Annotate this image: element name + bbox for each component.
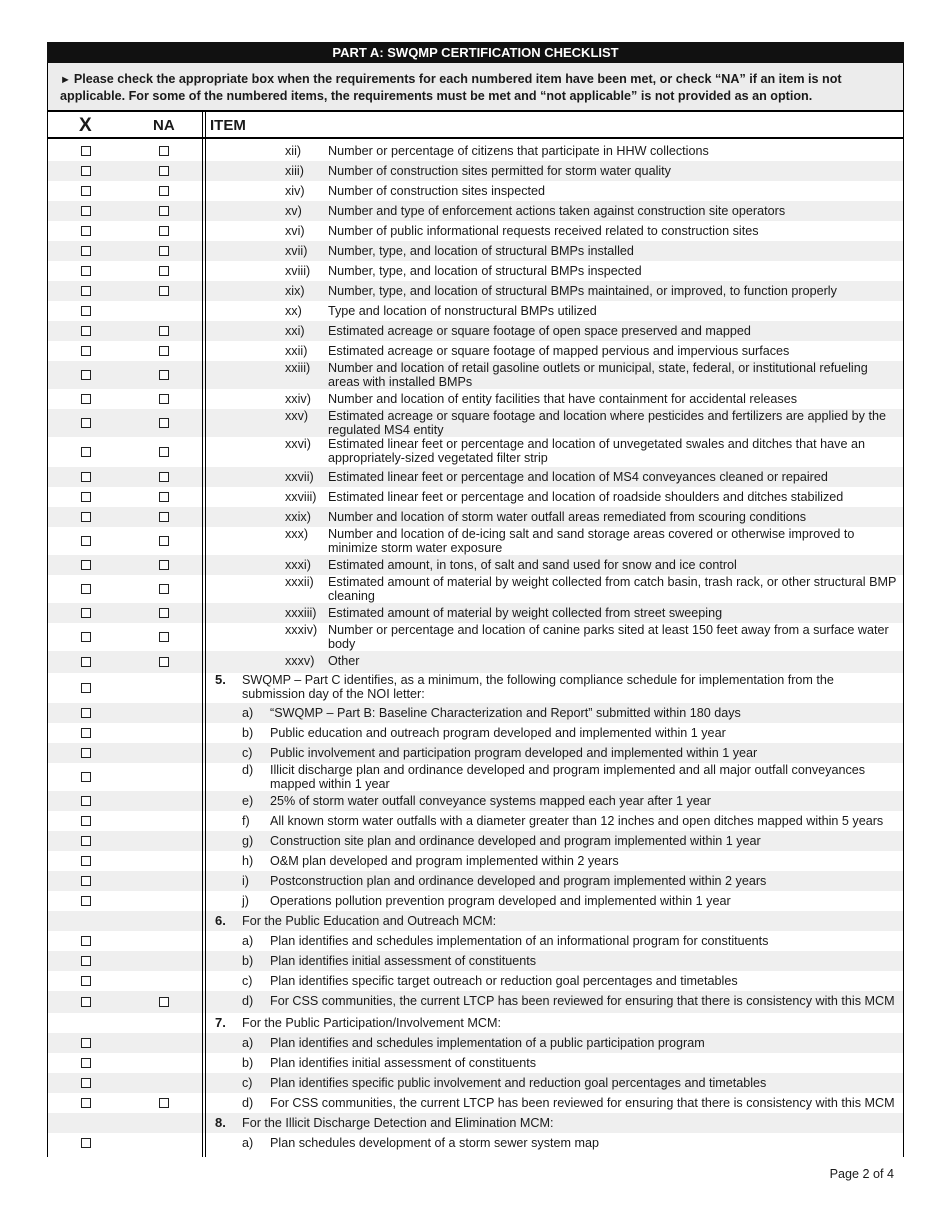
item-text: For the Public Participation/Involvement MCM: [242,1016,501,1030]
na-checkbox[interactable] [159,632,169,642]
column-divider [202,110,206,1157]
item-number: xvii) [285,244,308,258]
na-checkbox[interactable] [159,370,169,380]
na-checkbox[interactable] [159,472,169,482]
x-checkbox[interactable] [81,472,91,482]
checklist-row [48,603,903,623]
item-text: Estimated acreage or square footage of open space preserved and mapped [328,324,751,338]
x-checkbox[interactable] [81,876,91,886]
item-number: c) [242,746,253,760]
instructions-text: Please check the appropriate box when the requirements for each numbered item have been met, or check “NA” if an item is not applicable. For some of the numbered items, the requirements must be met and “not applicable” is not provided as an option. [60,72,842,103]
na-checkbox[interactable] [159,492,169,502]
x-checkbox[interactable] [81,346,91,356]
header-x: X [79,115,92,136]
checklist-row [48,951,903,971]
na-checkbox[interactable] [159,286,169,296]
na-checkbox[interactable] [159,166,169,176]
item-text: Plan identifies and schedules implementation of a public participation program [270,1036,705,1050]
item-text: Estimated amount of material by weight collected from street sweeping [328,606,723,620]
item-number: f) [242,814,250,828]
checklist-row [48,703,903,723]
checklist-row [48,261,903,281]
checklist-row [48,301,903,321]
x-checkbox[interactable] [81,1078,91,1088]
item-number: d) [242,1096,254,1110]
arrow-right-icon: ► [60,74,71,86]
item-number: xxxiii) [285,606,317,620]
item-text: Number and type of enforcement actions taken against construction site operators [328,204,786,218]
na-checkbox[interactable] [159,1098,169,1108]
x-checkbox[interactable] [81,708,91,718]
x-checkbox[interactable] [81,796,91,806]
item-number: xxi) [285,324,305,338]
item-number: j) [242,894,249,908]
item-number: xxvii) [285,470,314,484]
checklist-row [48,851,903,871]
item-number: xxiv) [285,392,311,406]
checklist-row [48,891,903,911]
item-text: Estimated acreage or square footage and location where pesticides and fertilizers are applied by the regulated MS4 entity [328,409,886,437]
x-checkbox[interactable] [81,266,91,276]
item-number: d) [242,994,254,1008]
x-checkbox[interactable] [81,326,91,336]
na-checkbox[interactable] [159,657,169,667]
item-number: xxx) [285,527,309,541]
x-checkbox[interactable] [81,657,91,667]
item-text: For CSS communities, the current LTCP has been reviewed for ensuring that there is consistency with this MCM [270,994,895,1008]
na-checkbox[interactable] [159,536,169,546]
item-number: b) [242,954,254,968]
checklist-row [48,673,903,703]
checklist-row [48,487,903,507]
item-number: xvi) [285,224,305,238]
item-number: xii) [285,144,302,158]
x-checkbox[interactable] [81,560,91,570]
checklist-row [48,281,903,301]
item-text: Number of construction sites permitted for storm water quality [328,164,671,178]
item-text: Plan identifies specific public involvement and reduction goal percentages and timetables [270,1076,767,1090]
item-text: Number, type, and location of structural BMPs installed [328,244,634,258]
item-text: “SWQMP – Part B: Baseline Characterization and Report” submitted within 180 days [270,706,741,720]
checklist-row [48,409,903,437]
item-number: xix) [285,284,305,298]
item-number: xxxi) [285,558,311,572]
x-checkbox[interactable] [81,856,91,866]
item-number: b) [242,1056,254,1070]
x-checkbox[interactable] [81,816,91,826]
checklist-row [48,555,903,575]
x-checkbox[interactable] [81,956,91,966]
checklist-row [48,911,903,931]
checklist-row [48,1053,903,1073]
x-checkbox[interactable] [81,146,91,156]
checklist-row [48,181,903,201]
na-checkbox[interactable] [159,560,169,570]
item-number: xxxiv) [285,623,318,637]
item-text: All known storm water outfalls with a diameter greater than 12 inches and open ditches mapped within 5 years [270,814,884,828]
x-checkbox[interactable] [81,246,91,256]
na-checkbox[interactable] [159,608,169,618]
x-checkbox[interactable] [81,306,91,316]
item-number: xxii) [285,344,308,358]
item-text: Number or percentage and location of canine parks sited at least 150 feet away from a surface water body [328,623,889,651]
checklist-row [48,791,903,811]
header-na: NA [153,117,175,134]
x-checkbox[interactable] [81,1058,91,1068]
x-checkbox[interactable] [81,492,91,502]
checklist-row [48,341,903,361]
checklist-row [48,437,903,467]
x-checkbox[interactable] [81,226,91,236]
item-text: Plan identifies initial assessment of constituents [270,1056,537,1070]
x-checkbox[interactable] [81,206,91,216]
x-checkbox[interactable] [81,186,91,196]
item-number: 7. [215,1015,226,1030]
checklist-row [48,1073,903,1093]
item-number: 6. [215,913,226,928]
item-number: b) [242,726,254,740]
x-checkbox[interactable] [81,394,91,404]
na-checkbox[interactable] [159,146,169,156]
item-text: SWQMP – Part C identifies, as a minimum, the following compliance schedule for implementation from the submission day of the NOI letter: [242,673,834,701]
na-checkbox[interactable] [159,206,169,216]
item-number: d) [242,763,254,777]
item-number: c) [242,1076,253,1090]
item-number: i) [242,874,249,888]
checklist-row [48,623,903,651]
na-checkbox[interactable] [159,186,169,196]
na-checkbox[interactable] [159,584,169,594]
checklist-row [48,763,903,791]
instructions [48,63,903,110]
item-number: xiv) [285,184,305,198]
checklist-row [48,389,903,409]
item-text: Number of public informational requests received related to construction sites [328,224,759,238]
item-text: Number of construction sites inspected [328,184,545,198]
item-text: Number and location of storm water outfall areas remediated from scouring conditions [328,510,807,524]
item-text: Number or percentage of citizens that participate in HHW collections [328,144,709,158]
checklist-row [48,241,903,261]
item-text: Estimated amount of material by weight collected from catch basin, trash rack, or other structural BMP cleaning [328,575,897,603]
checklist-row [48,141,903,161]
item-text: Estimated amount, in tons, of salt and sand used for snow and ice control [328,558,737,572]
item-text: Plan schedules development of a storm sewer system map [270,1136,599,1150]
na-checkbox[interactable] [159,226,169,236]
item-number: xxix) [285,510,311,524]
x-checkbox[interactable] [81,936,91,946]
item-number: xxv) [285,409,309,423]
checklist-row [48,1113,903,1133]
checklist-row [48,527,903,555]
item-text: Estimated acreage or square footage of mapped pervious and impervious surfaces [328,344,790,358]
checklist-row [48,1133,903,1153]
item-text: Number, type, and location of structural BMPs maintained, or improved, to function properly [328,284,837,298]
x-checkbox[interactable] [81,447,91,457]
item-number: xxvi) [285,437,311,451]
na-checkbox[interactable] [159,266,169,276]
item-text: For the Public Education and Outreach MCM: [242,914,497,928]
item-text: Public involvement and participation program developed and implemented within 1 year [270,746,758,760]
item-text: 25% of storm water outfall conveyance systems mapped each year after 1 year [270,794,711,808]
item-number: xx) [285,304,302,318]
item-text: Estimated linear feet or percentage and location of unvegetated swales and ditches that have an appropriately-sized vegetated filter strip [328,437,865,465]
item-number: e) [242,794,254,808]
item-number: xiii) [285,164,304,178]
item-text: Number, type, and location of structural BMPs inspected [328,264,642,278]
checklist-row [48,723,903,743]
checklist-row [48,221,903,241]
x-checkbox[interactable] [81,748,91,758]
item-text: Public education and outreach program developed and implemented within 1 year [270,726,726,740]
page-number: Page 2 of 4 [829,1167,894,1181]
na-checkbox[interactable] [159,512,169,522]
x-checkbox[interactable] [81,976,91,986]
x-checkbox[interactable] [81,728,91,738]
item-text: Plan identifies initial assessment of constituents [270,954,537,968]
checklist-row [48,161,903,181]
x-checkbox[interactable] [81,896,91,906]
checklist-row [48,931,903,951]
item-number: c) [242,974,253,988]
item-text: For the Illicit Discharge Detection and Elimination MCM: [242,1116,554,1130]
item-number: xviii) [285,264,311,278]
item-text: Number and location of entity facilities that have containment for accidental releases [328,392,798,406]
item-number: a) [242,1136,254,1150]
item-text: Operations pollution prevention program developed and implemented within 1 year [270,894,731,908]
checklist-row [48,743,903,763]
na-checkbox[interactable] [159,246,169,256]
item-number: xv) [285,204,302,218]
checklist-row [48,871,903,891]
item-number: a) [242,934,254,948]
item-number: h) [242,854,254,868]
checklist-row [48,1093,903,1113]
na-checkbox[interactable] [159,447,169,457]
item-number: xxiii) [285,361,311,375]
x-checkbox[interactable] [81,1138,91,1148]
item-number: g) [242,834,254,848]
x-checkbox[interactable] [81,418,91,428]
na-checkbox[interactable] [159,346,169,356]
checklist-row [48,651,903,673]
item-text: Estimated linear feet or percentage and location of MS4 conveyances cleaned or repaired [328,470,828,484]
checklist-row [48,991,903,1013]
checklist-row [48,1013,903,1033]
item-text: Number and location of de-icing salt and sand storage areas covered or otherwise improved to minimize storm water exposure [328,527,855,555]
item-text: O&M plan developed and program implemented within 2 years [270,854,619,868]
na-checkbox[interactable] [159,418,169,428]
x-checkbox[interactable] [81,584,91,594]
checklist-row [48,201,903,221]
item-text: Type and location of nonstructural BMPs utilized [328,304,597,318]
x-checkbox[interactable] [81,1098,91,1108]
item-number: 8. [215,1115,226,1130]
checklist-row [48,971,903,991]
na-checkbox[interactable] [159,326,169,336]
header-item: ITEM [210,117,246,134]
checklist-row [48,507,903,527]
na-checkbox[interactable] [159,997,169,1007]
x-checkbox[interactable] [81,772,91,782]
x-checkbox[interactable] [81,166,91,176]
item-text: Postconstruction plan and ordinance developed and program implemented within 2 years [270,874,767,888]
column-header-row [48,110,903,139]
item-number: a) [242,1036,254,1050]
x-checkbox[interactable] [81,608,91,618]
x-checkbox[interactable] [81,632,91,642]
checklist-row [48,467,903,487]
x-checkbox[interactable] [81,1038,91,1048]
item-number: a) [242,706,254,720]
checklist-row [48,811,903,831]
x-checkbox[interactable] [81,512,91,522]
x-checkbox[interactable] [81,370,91,380]
item-number: xxviii) [285,490,317,504]
x-checkbox[interactable] [81,683,91,693]
x-checkbox[interactable] [81,286,91,296]
item-text: Construction site plan and ordinance developed and program implemented within 1 year [270,834,761,848]
x-checkbox[interactable] [81,536,91,546]
item-text: For CSS communities, the current LTCP has been reviewed for ensuring that there is consistency with this MCM [270,1096,895,1110]
item-text: Plan identifies specific target outreach or reduction goal percentages and timetables [270,974,738,988]
x-checkbox[interactable] [81,836,91,846]
page-title: PART A: SWQMP CERTIFICATION CHECKLIST [47,42,904,63]
na-checkbox[interactable] [159,394,169,404]
checklist-row [48,321,903,341]
item-text: Plan identifies and schedules implementation of an informational program for constituents [270,934,769,948]
checklist-row [48,361,903,389]
item-text: Other [328,654,360,668]
item-number: 5. [215,672,226,687]
item-text: Estimated linear feet or percentage and location of roadside shoulders and ditches stabilized [328,490,844,504]
checklist-row [48,1033,903,1053]
checklist-row [48,575,903,603]
x-checkbox[interactable] [81,997,91,1007]
item-number: xxxii) [285,575,314,589]
item-text: Illicit discharge plan and ordinance developed and program implemented and all major outfall conveyances mapped within 1 year [270,763,866,791]
checklist-row [48,831,903,851]
item-number: xxxv) [285,654,315,668]
item-text: Number and location of retail gasoline outlets or municipal, state, federal, or institutional refueling areas with installed BMPs [328,361,868,389]
